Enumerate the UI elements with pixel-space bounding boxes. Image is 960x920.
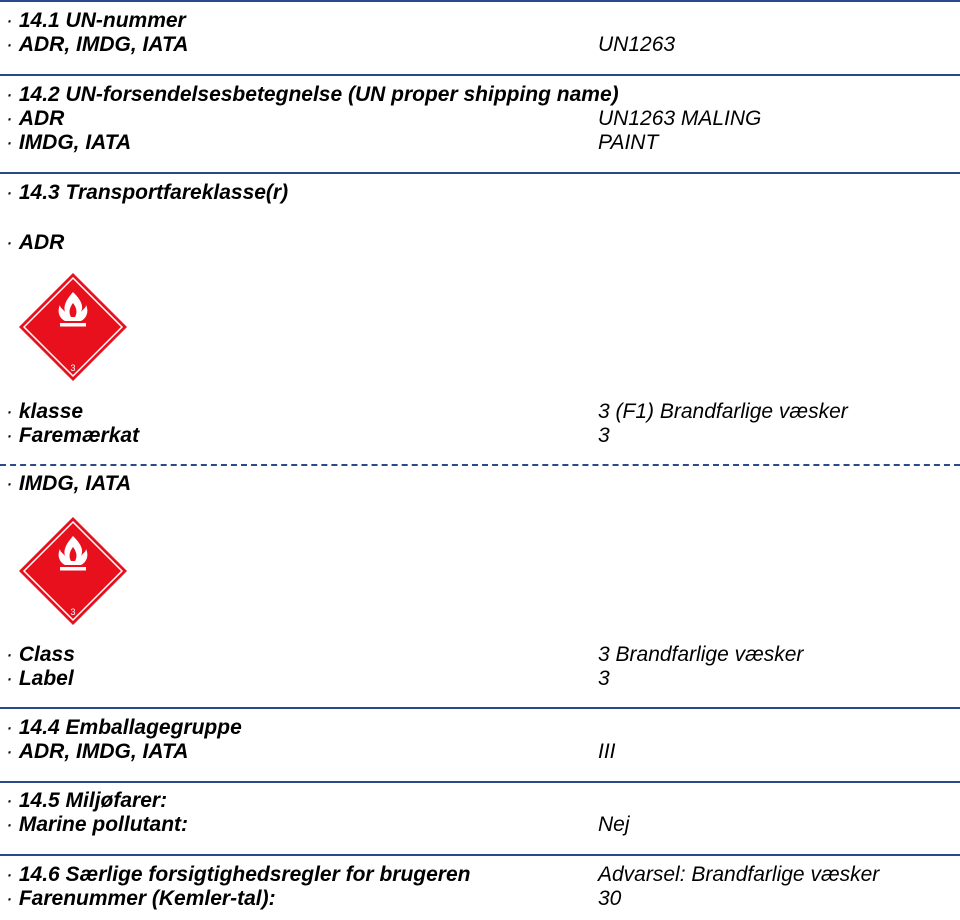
imdg-label-value: 3 (598, 667, 610, 690)
shipping-name-imdg-label: · IMDG, IATA (6, 131, 132, 154)
special-precautions-value: Advarsel: Brandfarlige væsker (598, 863, 880, 886)
section-divider (0, 707, 960, 709)
marine-pollutant-label: · Marine pollutant: (6, 813, 189, 836)
adr-class-label: · klasse (6, 400, 84, 423)
kemler-number-value: 30 (598, 887, 622, 910)
flammable-liquid-placard-icon (18, 272, 128, 382)
section-14-2-heading: · 14.2 UN-forsendelsesbetegnelse (UN proper shipping name) (6, 83, 619, 106)
section-14-1-heading: · 14.1 UN-nummer (6, 9, 186, 32)
flammable-liquid-placard-icon (18, 516, 128, 626)
section-14-3-heading: · 14.3 Transportfareklasse(r) (6, 181, 289, 204)
section-divider (0, 0, 960, 2)
imdg-iata-subheading: · IMDG, IATA (6, 472, 132, 495)
section-divider (0, 74, 960, 76)
section-14-4-heading: · 14.4 Emballagegruppe (6, 716, 242, 739)
imdg-label-label: · Label (6, 667, 74, 690)
subsection-divider (0, 464, 960, 466)
adr-hazard-label-value: 3 (598, 424, 610, 447)
adr-hazard-label-label: · Faremærkat (6, 424, 140, 447)
imdg-class-value: 3 Brandfarlige væsker (598, 643, 804, 666)
section-divider (0, 172, 960, 174)
section-divider (0, 854, 960, 856)
imdg-class-label: · Class (6, 643, 75, 666)
shipping-name-adr-label: · ADR (6, 107, 65, 130)
packing-group-value: III (598, 740, 616, 763)
section-14-5-heading: · 14.5 Miljøfarer: (6, 789, 168, 812)
un-number-label: · ADR, IMDG, IATA (6, 33, 189, 56)
marine-pollutant-value: Nej (598, 813, 630, 836)
un-number-value: UN1263 (598, 33, 676, 56)
kemler-number-label: · Farenummer (Kemler-tal): (6, 887, 276, 910)
placard-class-number: 3 (70, 607, 76, 617)
adr-subheading: · ADR (6, 231, 65, 254)
section-divider (0, 781, 960, 783)
packing-group-label: · ADR, IMDG, IATA (6, 740, 189, 763)
placard-class-number: 3 (70, 363, 76, 373)
shipping-name-imdg-value: PAINT (598, 131, 659, 154)
section-14-6-heading: · 14.6 Særlige forsigtighedsregler for brugeren (6, 863, 471, 886)
adr-class-value: 3 (F1) Brandfarlige væsker (598, 400, 848, 423)
shipping-name-adr-value: UN1263 MALING (598, 107, 762, 130)
